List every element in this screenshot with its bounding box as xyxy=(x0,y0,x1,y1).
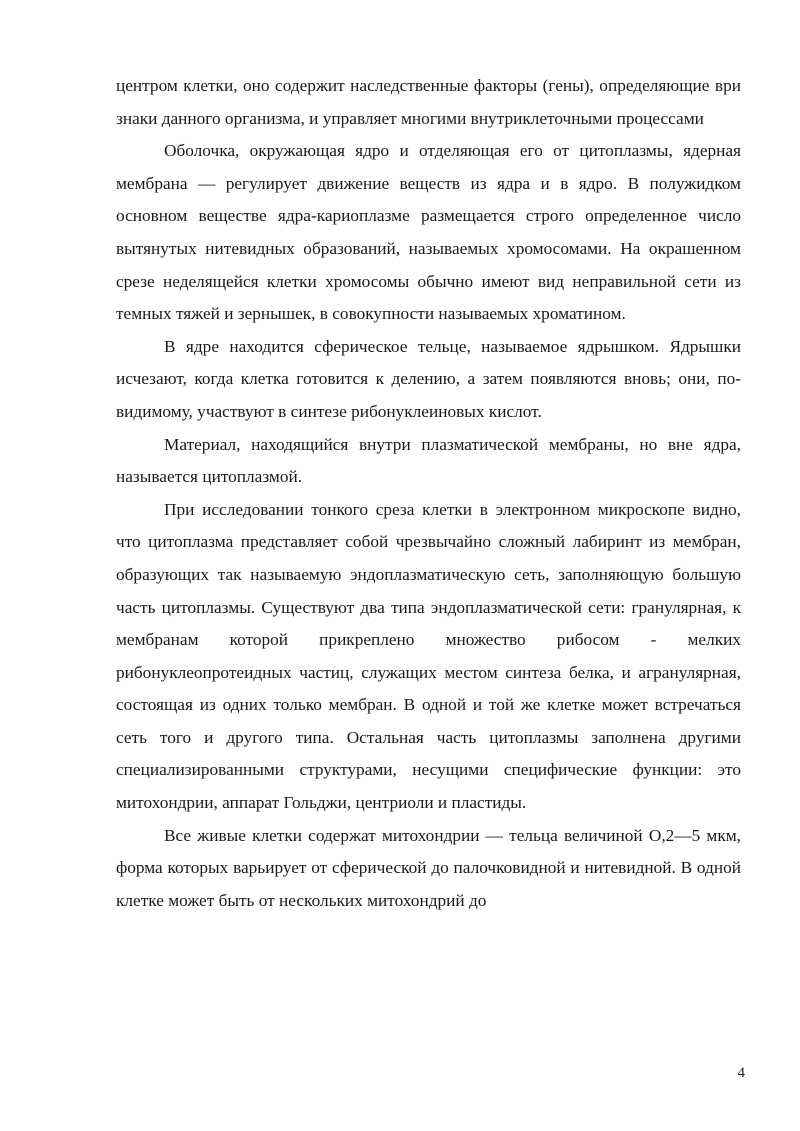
paragraph-nucleolus: В ядре находится сферическое тельце, называемое ядрышком. Ядрышки исчезают, когда клетка готовится к делению, а затем появляются вновь; они, по-видимому, участвуют в синтезе рибонуклеиновых кислот. xyxy=(116,336,741,421)
paragraph-nuclear-membrane: Оболочка, окружающая ядро и отделяющая его от цитоплазмы, ядерная мембрана — регулирует движение веществ из ядра и в ядро. В полужидком основном веществе ядра-кариоплазме размещается строго определенное число вытянутых нитевидных образований, называемых хромосомами. На окрашенном срезе неделящейся клетки хромосомы обычно имеют вид неправильной сети из темных тяжей и зернышек, в совокупности называемых хроматином. xyxy=(116,141,741,324)
paragraph-endoplasmic-reticulum: При исследовании тонкого среза клетки в электронном микроскопе видно, что цитоплазма представляет собой чрезвычайно сложный лабиринт из мембран, образующих так называемую эндоплазматическую сеть, заполняющую большую часть цитоплазмы. Существуют два типа эндоплазматической сети: гранулярная, к мембранам которой прикреплено множество рибосом - мелких рибонуклеопротеидных частиц, служащих местом синтеза белка, и агранулярная, состоящая из одних только мембран. В одной и той же клетке может встречаться сеть того и другого типа. Остальная часть цитоплазмы заполнена другими специализированными структурами, несущими специфические функции: это митохондрии, аппарат Гольджи, центриоли и пластиды. xyxy=(116,499,741,813)
paragraph-cytoplasm: Материал, находящийся внутри плазматической мембраны, но вне ядра, называется цитоплазмой. xyxy=(116,434,741,487)
page-number: 4 xyxy=(737,1065,745,1081)
paragraph-continuation: центром клетки, оно содержит наследственные факторы (гены), определяющие ври знаки данного организма, и управляет многими внутриклеточными процессами xyxy=(116,76,741,128)
paragraph-mitochondria: Все живые клетки содержат митохондрии — тельца величиной О,2—5 мкм, форма которых варьирует от сферической до палочковидной и нитевидной. В одной клетке может быть от нескольких митохондрий до xyxy=(116,825,741,910)
body-text xyxy=(116,70,741,917)
